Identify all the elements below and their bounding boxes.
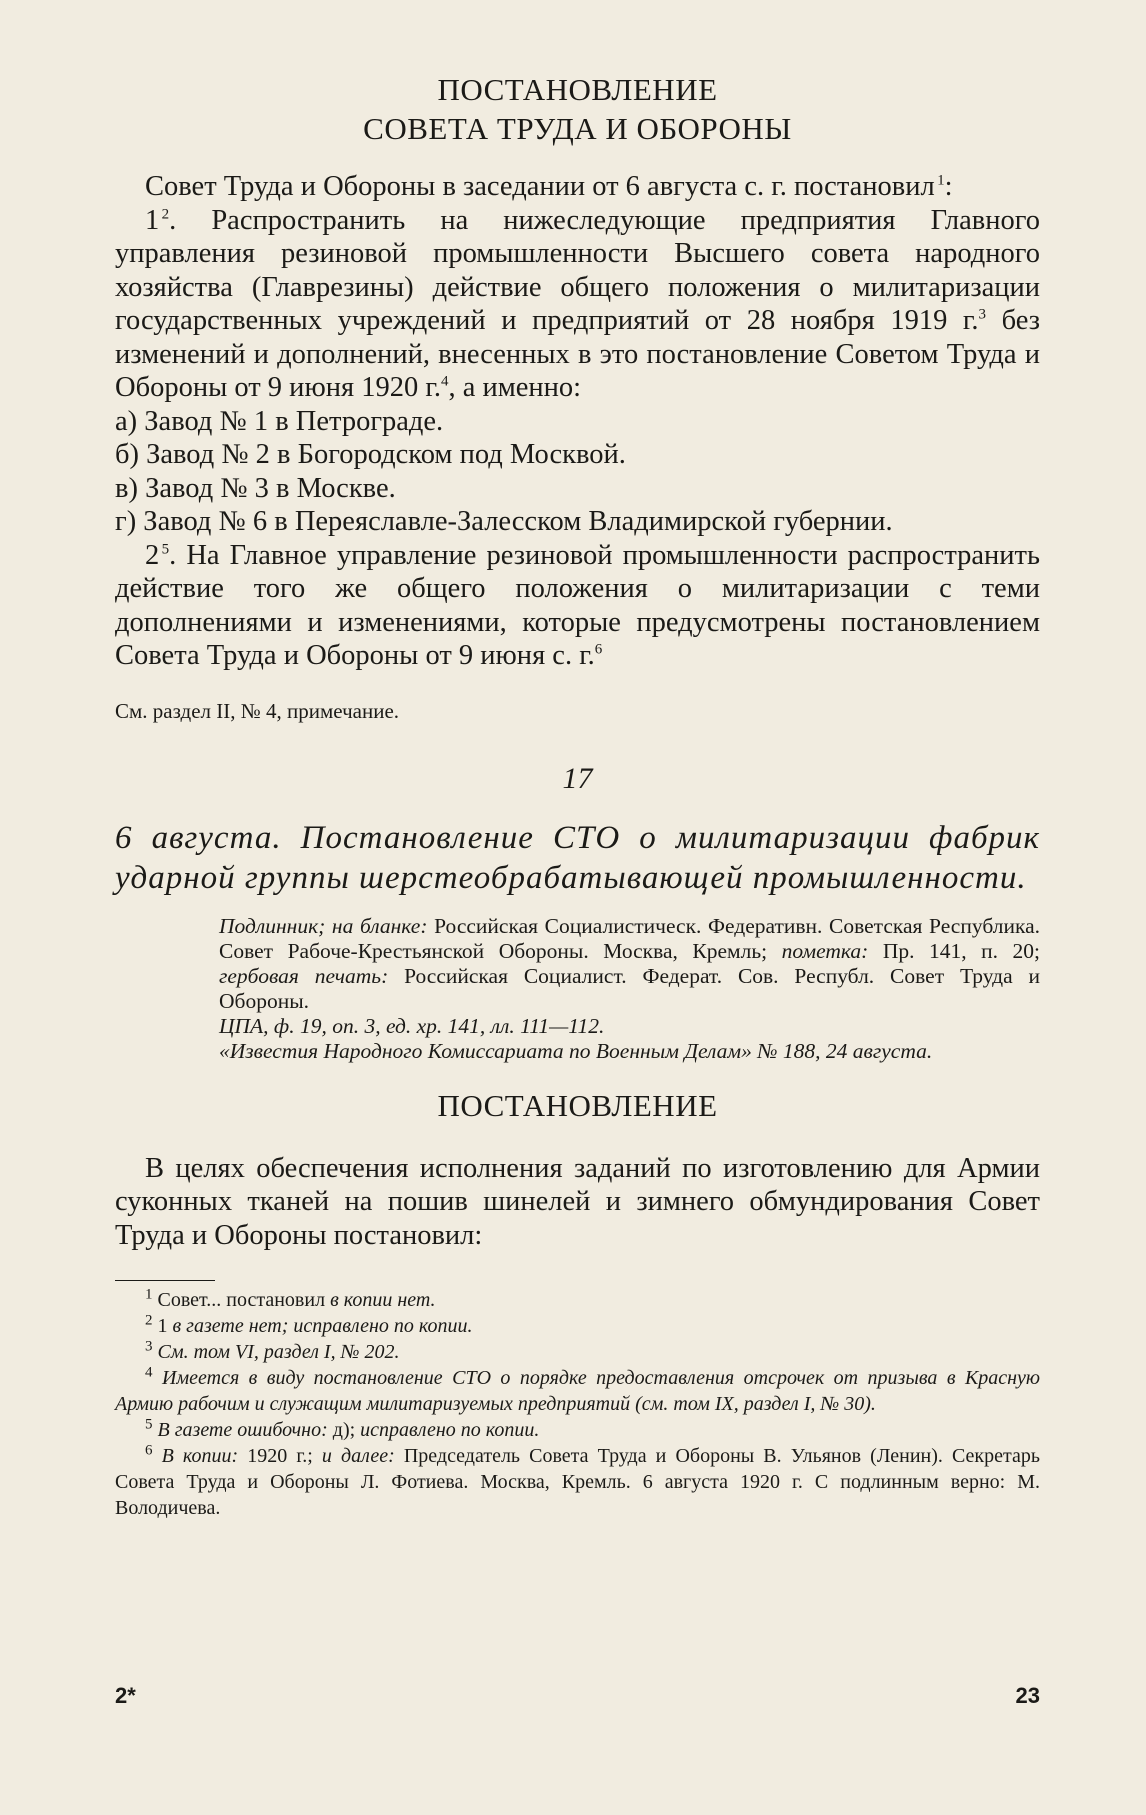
footnote [115,1443,1040,1521]
footnote-text: 1 [157,1315,173,1337]
footnote-number: 2 [145,1312,153,1329]
footnote-divider [115,1280,215,1281]
footnote-ref: 4 [440,373,449,390]
footnote-italic: в газете нет; исправлено по копии. [172,1315,473,1337]
source-label: гербовая печать: [219,963,389,988]
page-footer [115,1683,1040,1709]
footnotes [115,1287,1040,1521]
source-label: Подлинник; на бланке: [219,913,428,938]
footnote-ref: 3 [978,306,987,323]
footnote-ref: 2 [161,206,170,222]
footnote-number: 4 [145,1364,153,1381]
footnote-number: 6 [145,1442,153,1459]
page-title [115,70,1040,148]
footnote-ref: 5 [161,541,170,557]
source-original [219,914,1040,1014]
paragraph-text: без изменений и дополнений, внесенных в это постановление Советом Труда и Обороны от 9 июня 1920 г. [115,305,1040,403]
list-item-text: в) Завод № 3 в Москве. [115,472,396,504]
signature-mark: 2* [115,1683,136,1708]
footnote-number: 1 [145,1286,153,1303]
title-line-1: ПОСТАНОВЛЕНИЕ [437,72,718,107]
footnote-italic: См. том VI, раздел I, № 202. [157,1341,400,1363]
footnote-italic: Имеется в виду постановление СТО о порядке предоставления отсрочек от призыва в Красную Армию рабочим и служащим милитаризуемых предприятий (см. том IX, раздел I, № 30). [115,1367,1040,1415]
footnote-italic: В копии: [161,1445,239,1467]
source-text: Российская Социалист. Федерат. Сов. Республ. Совет Труда и Обороны. [219,963,1040,1013]
footnote-text: Председатель Совета Труда и Обороны В. Ульянов (Ленин). Секретарь Совета Труда и Обороны Л. Фотиева. Москва, Кремль. 6 августа 1920 г. С подлинным верно: М. Володичева. [115,1445,1041,1519]
footnote-italic: В газете ошибочно: [157,1419,328,1441]
intro-text: Совет Труда и Обороны в заседании от 6 августа с. г. постановил [145,171,935,202]
paragraph-1 [115,204,1040,405]
paragraph-text: , а именно: [448,372,582,403]
footnote [115,1313,1040,1339]
cross-reference-note: См. раздел II, № 4, примечание. [115,698,400,723]
list-item [115,472,1040,506]
document-title: 6 августа. Постановление СТО о милитаризации фабрик ударной группы шерстеобрабатывающей промышленности. [115,819,1040,896]
list-item [115,405,1040,439]
footnote-number: 5 [145,1416,153,1433]
paragraph-number: 1 [145,204,160,236]
paragraph-text: . Распространить на нижеследующие предприятия Главного управления резиновой промышленности Высшего совета народного хозяйства (Главрезины) действие общего положения о милитаризации государственных учреждений и предприятий от 28 ноября 1919 г. [115,204,1040,336]
list-item-text: г) Завод № 6 в Переяславле-Залесском Владимирской губернии. [115,506,893,537]
source-text: Пр. 141, п. 20; [868,938,1040,963]
source-text: Российская Социалистическ. Федеративн. Советская Республика. Совет Рабоче-Крестьянской Обороны. Москва, Кремль; [219,913,1040,963]
title-line-2: СОВЕТА ТРУДА И ОБОРОНЫ [363,111,792,146]
list-item-text: б) Завод № 2 в Богородском под Москвой. [115,439,626,470]
list-item [115,505,1040,539]
footnote [115,1287,1040,1313]
footnote-ref: 1 [937,172,945,189]
source-newspaper: «Известия Народного Комиссариата по Военным Делам» № 188, 24 августа. [219,1038,933,1063]
intro-end: : [944,171,953,202]
source-archive: ЦПА, ф. 19, оп. 3, ед. хр. 141, лл. 111—112. [219,1013,605,1038]
source-block [219,914,1040,1064]
section-heading: ПОСТАНОВЛЕНИЕ [437,1087,718,1123]
page-body [115,70,1040,1521]
footnote [115,1339,1040,1365]
footnote-italic: исправлено по копии. [360,1419,540,1441]
footnote-italic: в копии нет. [330,1289,436,1311]
body-paragraph: В целях обеспечения исполнения заданий по изготовлению для Армии суконных тканей на пошив шинелей и зимнего обмундирования Совет Труда и Обороны постановил: [115,1152,1040,1251]
footnote-number: 3 [145,1338,153,1355]
footnote-text: 1920 г.; [238,1445,322,1467]
page-number: 23 [1015,1683,1040,1708]
footnote-text: Совет... постановил [157,1289,331,1311]
document-number: 17 [562,761,593,795]
paragraph-text: . На Главное управление резиновой промышленности распространить действие того же общего положения о милитаризации с теми дополнениями и изменениями, которые предусмотрены постановлением Совета Труда и Обороны от 9 июня с. г. [115,539,1040,671]
footnote-ref: 6 [594,641,603,658]
list-item [115,438,1040,472]
paragraph-number: 2 [145,539,160,571]
footnote-italic: и далее: [321,1445,395,1467]
footnote-text: д); [327,1419,361,1441]
footnote [115,1365,1040,1417]
source-label: пометка: [781,938,869,963]
paragraph-2 [115,539,1040,673]
intro-paragraph [115,170,1040,204]
list-item-text: а) Завод № 1 в Петрограде. [115,405,444,437]
footnote [115,1417,1040,1443]
